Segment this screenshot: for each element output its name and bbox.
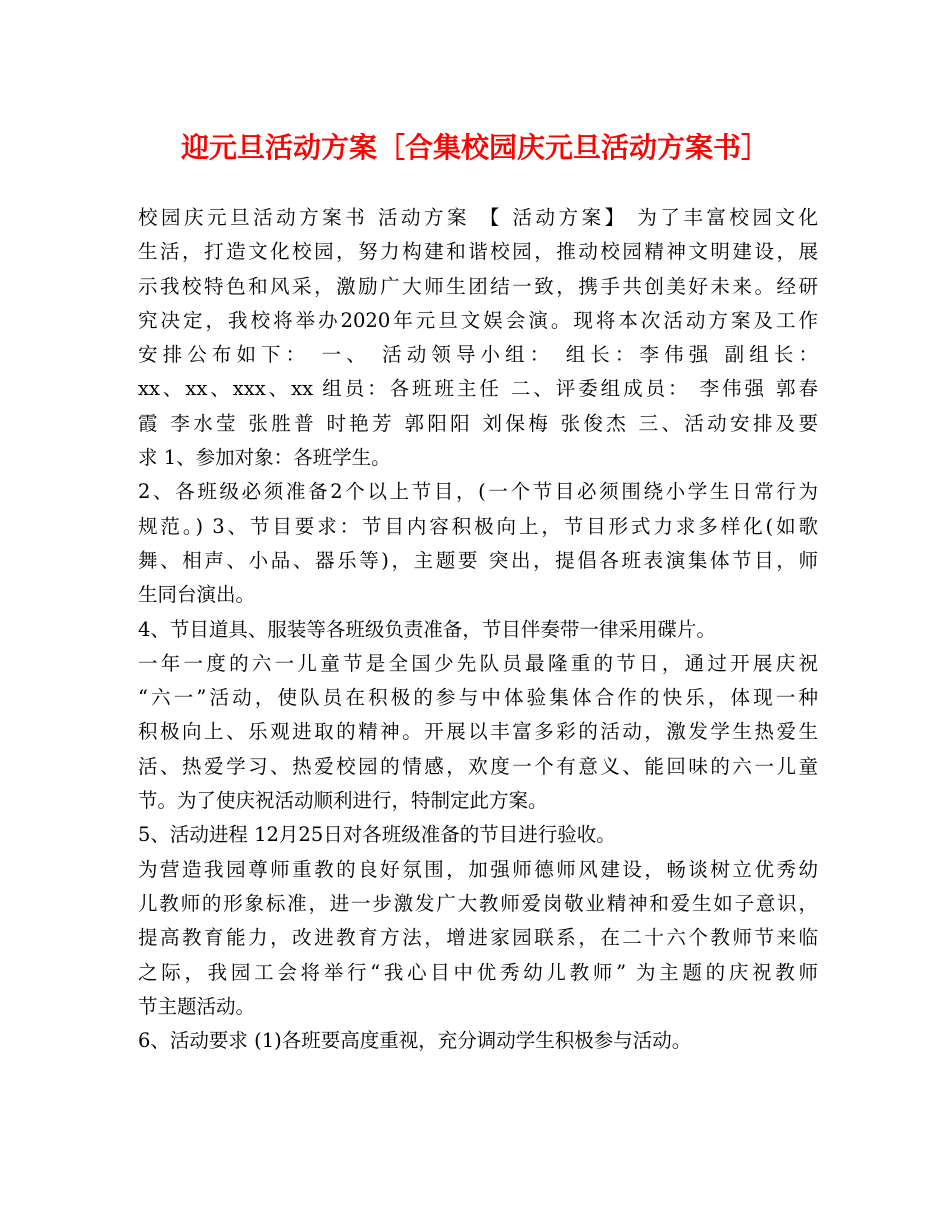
body-line: 4、节目道具、服装等各班级负责准备，节目伴奏带一律采用碟片。 xyxy=(138,617,716,641)
body-line: 2、各班级必须准备2个以上节目，(一个节目必须围绕小学生日常行为 xyxy=(138,480,818,504)
body-line: 6、活动要求 (1)各班要高度重视，充分调动学生积极参与活动。 xyxy=(138,1029,692,1053)
body-line: 霞 李水莹 张胜普 时艳芳 郭阳阳 刘保梅 张俊杰 三、活动安排及要 xyxy=(138,411,818,435)
body-line: 儿教师的形象标准，进一步激发广大教师爱岗敬业精神和爱生如子意识， xyxy=(138,891,818,915)
body-line: 5、活动进程 12月25日对各班级准备的节目进行验收。 xyxy=(138,823,616,847)
body-line: 一年一度的六一儿童节是全国少先队员最隆重的节日，通过开展庆祝 xyxy=(138,651,818,675)
body-line: 生活，打造文化校园，努力构建和谐校园，推动校园精神文明建设，展 xyxy=(138,240,818,264)
body-line: 校园庆元旦活动方案书 活动方案 【 活动方案】 为了丰富校园文化 xyxy=(138,206,818,229)
body-line: 节。为了使庆祝活动顺利进行，特制定此方案。 xyxy=(138,789,548,813)
body-line: 生同台演出。 xyxy=(138,583,256,607)
document-body xyxy=(138,201,818,1058)
body-line: “六一”活动，使队员在积极的参与中体验集体合作的快乐，体现一种 xyxy=(138,686,818,710)
document-title: 迎元旦活动方案［合集校园庆元旦活动方案书］ xyxy=(180,131,769,164)
body-line: 为营造我园尊师重教的良好氛围，加强师德师风建设，畅谈树立优秀幼 xyxy=(138,857,818,881)
body-line: 节主题活动。 xyxy=(138,994,256,1018)
body-line: 舞、相声、小品、器乐等)，主题要 突出，提倡各班表演集体节目，师 xyxy=(138,548,818,572)
body-line: 求 1、参加对象：各班学生。 xyxy=(138,446,391,470)
body-line: 积极向上、乐观进取的精神。开展以丰富多彩的活动，激发学生热爱生 xyxy=(138,720,818,744)
body-line: 究决定，我校将举办2020年元旦文娱会演。现将本次活动方案及工作 xyxy=(138,308,818,332)
body-line: 活、热爱学习、热爱校园的情感，欢度一个有意义、能回味的六一儿童 xyxy=(138,754,818,778)
body-line: 之际，我园工会将举行“我心目中优秀幼儿教师” 为主题的庆祝教师 xyxy=(138,960,818,984)
body-line: 提高教育能力，改进教育方法，增进家园联系，在二十六个教师节来临 xyxy=(138,926,818,950)
body-line: 规范。) 3、节目要求：节目内容积极向上，节目形式力求多样化(如歌 xyxy=(138,514,818,538)
body-line: xx、xx、xxx、xx 组员：各班班主任 二、评委组成员： 李伟强 郭春 xyxy=(138,377,818,401)
body-line: 安排公布如下： 一、 活动领导小组： 组长：李伟强 副组长： xyxy=(138,343,818,367)
body-line: 示我校特色和风采，激励广大师生团结一致，携手共创美好未来。经研 xyxy=(138,274,818,298)
